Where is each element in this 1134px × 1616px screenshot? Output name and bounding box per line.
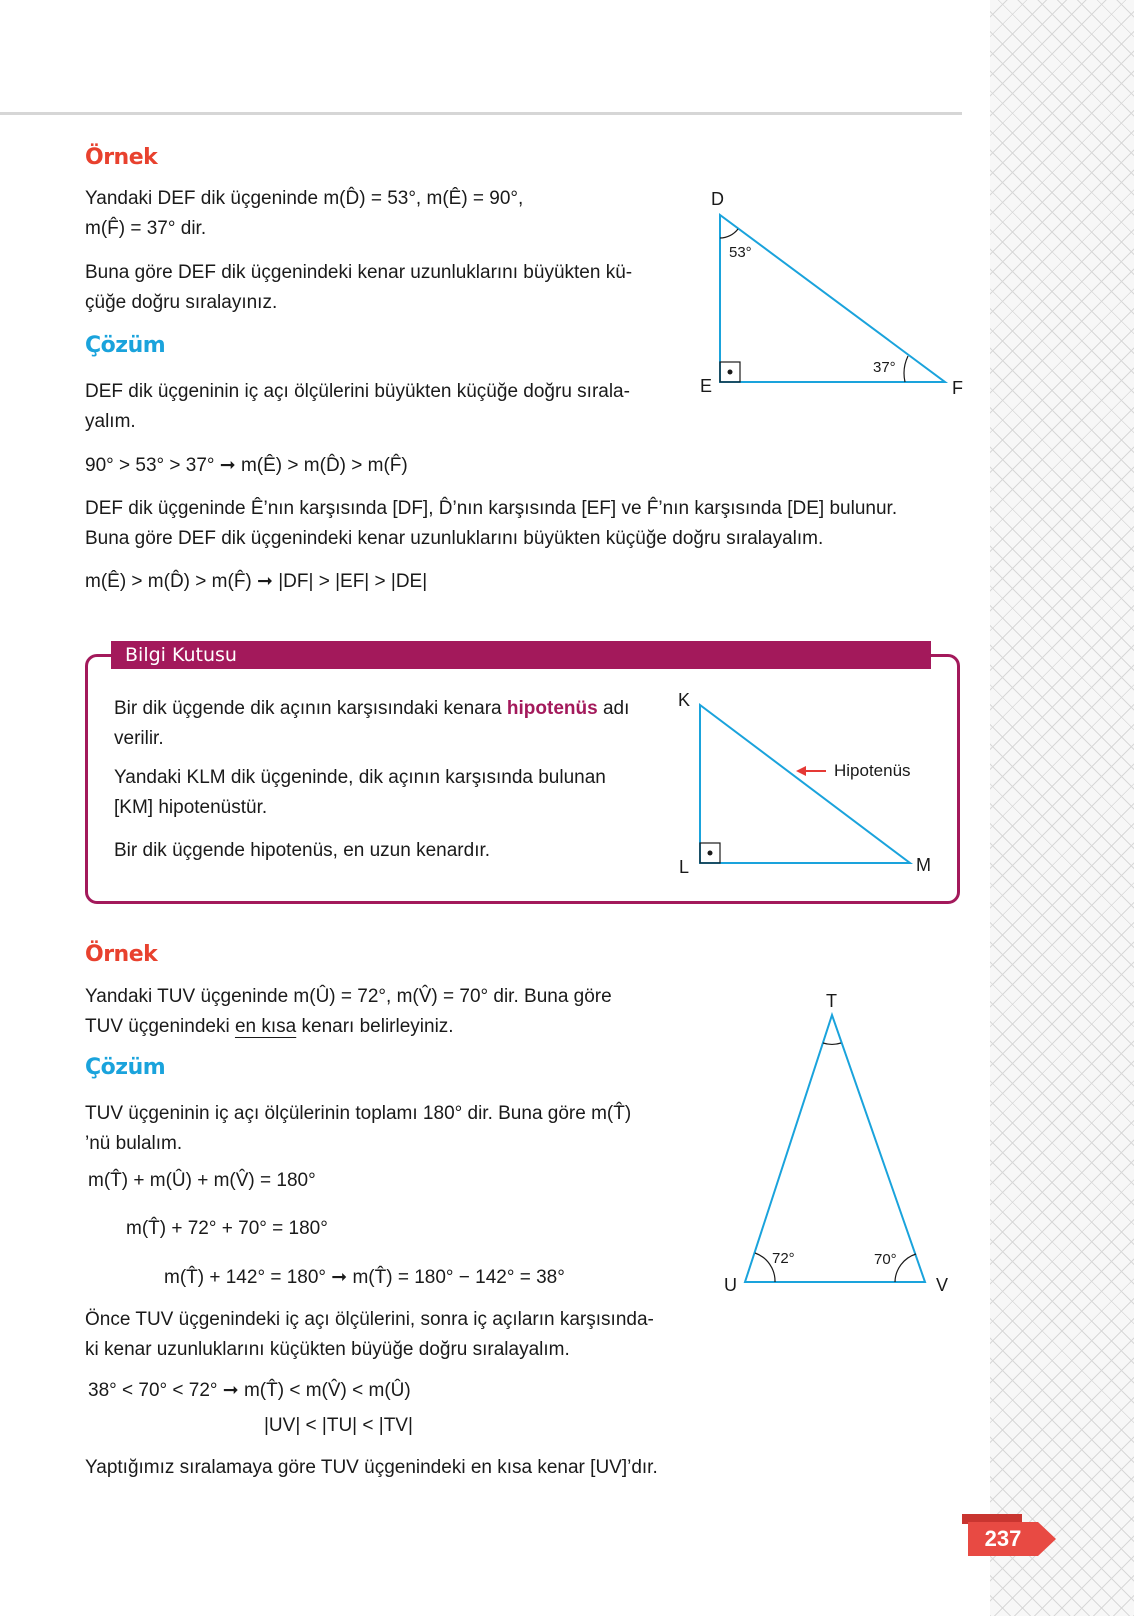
hypotenuse-label: Hipotenüs bbox=[834, 761, 911, 780]
vertex-v-label: V bbox=[936, 1275, 949, 1295]
vertex-t-label: T bbox=[826, 991, 837, 1011]
solution-formula: m(T̂) + 142° = 180° ➞ m(T̂) = 180° − 142° = 38° bbox=[164, 1267, 565, 1288]
info-text: [KM] hipotenüstür. bbox=[114, 797, 268, 818]
solution-text: Yaptığımız sıralamaya göre TUV üçgenindeki en kısa kenar [UV]’dır. bbox=[85, 1457, 658, 1478]
solution-formula: m(Ê) > m(D̂) > m(F̂) ➞ |DF| > |EF| > |DE| bbox=[85, 571, 428, 592]
underlined-term: en kısa bbox=[234, 1016, 297, 1037]
vertex-f-label: F bbox=[952, 378, 963, 398]
angle-v-label: 70° bbox=[874, 1251, 897, 1268]
solution-formula: |UV| < |TU| < |TV| bbox=[264, 1415, 413, 1436]
solution-text: ’nü bulalım. bbox=[85, 1133, 183, 1154]
example-heading: Örnek bbox=[85, 145, 158, 170]
hypotenuse-term: hipotenüs bbox=[506, 698, 598, 719]
vertex-l-label: L bbox=[679, 857, 690, 877]
info-text: Bir dik üçgende dik açının karşısındaki kenara hipotenüs adı bbox=[114, 698, 630, 719]
solution-heading: Çözüm bbox=[85, 1055, 166, 1080]
info-text: Yandaki KLM dik üçgeninde, dik açının karşısında bulunan bbox=[114, 767, 606, 788]
example-heading: Örnek bbox=[85, 942, 158, 967]
vertex-u-label: U bbox=[724, 1275, 737, 1295]
example-text: Yandaki DEF dik üçgeninde m(D̂) = 53°, m(Ê) = 90°, bbox=[85, 188, 524, 209]
info-text: verilir. bbox=[114, 728, 164, 749]
solution-formula: 90° > 53° > 37° ➞ m(Ê) > m(D̂) > m(F̂) bbox=[85, 455, 408, 476]
solution-formula: m(T̂) + 72° + 70° = 180° bbox=[126, 1218, 328, 1239]
example-text: Yandaki TUV üçgeninde m(Û) = 72°, m(V̂) = 70° dir. Buna göre bbox=[85, 986, 612, 1007]
info-box-title: Bilgi Kutusu bbox=[111, 641, 931, 669]
page-number: 237 bbox=[968, 1522, 1038, 1556]
angle-u-label: 72° bbox=[772, 1250, 795, 1267]
vertex-k-label: K bbox=[678, 690, 691, 710]
page-number-tail bbox=[1038, 1522, 1056, 1556]
solution-text: TUV üçgeninin iç açı ölçülerinin toplamı 180° dir. Buna göre m(T̂) bbox=[85, 1103, 632, 1124]
info-text: Bir dik üçgende hipotenüs, en uzun kenardır. bbox=[114, 840, 491, 861]
solution-formula: 38° < 70° < 72° ➞ m(T̂) < m(V̂) < m(Û) bbox=[88, 1380, 411, 1401]
vertex-d-label: D bbox=[711, 189, 724, 209]
solution-formula: m(T̂) + m(Û) + m(V̂) = 180° bbox=[88, 1170, 316, 1191]
angle-f-label: 37° bbox=[873, 359, 896, 376]
example-text: Buna göre DEF dik üçgenindeki kenar uzunluklarını büyükten kü- bbox=[85, 262, 633, 283]
solution-text: ki kenar uzunluklarını küçükten büyüğe doğru sıralayalım. bbox=[85, 1339, 570, 1360]
solution-text: DEF dik üçgeninde Ê’nın karşısında [DF], D̂’nın karşısında [EF] ve F̂’nın karşısında [DE] bulunur. bbox=[85, 498, 898, 519]
solution-text: Buna göre DEF dik üçgenindeki kenar uzunluklarını büyükten küçüğe doğru sıralayalım. bbox=[85, 528, 824, 549]
angle-d-label: 53° bbox=[729, 244, 752, 261]
solution-text: yalım. bbox=[85, 411, 136, 432]
solution-text: Önce TUV üçgenindeki iç açı ölçülerini, sonra iç açıların karşısında- bbox=[85, 1309, 654, 1330]
example-text: TUV üçgenindeki en kısa kenarı belirleyiniz. bbox=[85, 1016, 454, 1037]
example-text: m(F̂) = 37° dir. bbox=[85, 218, 207, 239]
vertex-e-label: E bbox=[700, 376, 713, 396]
vertex-m-label: M bbox=[916, 855, 931, 875]
solution-heading: Çözüm bbox=[85, 333, 166, 358]
solution-text: DEF dik üçgeninin iç açı ölçülerini büyükten küçüğe doğru sırala- bbox=[85, 381, 630, 402]
example-text: çüğe doğru sıralayınız. bbox=[85, 292, 278, 313]
